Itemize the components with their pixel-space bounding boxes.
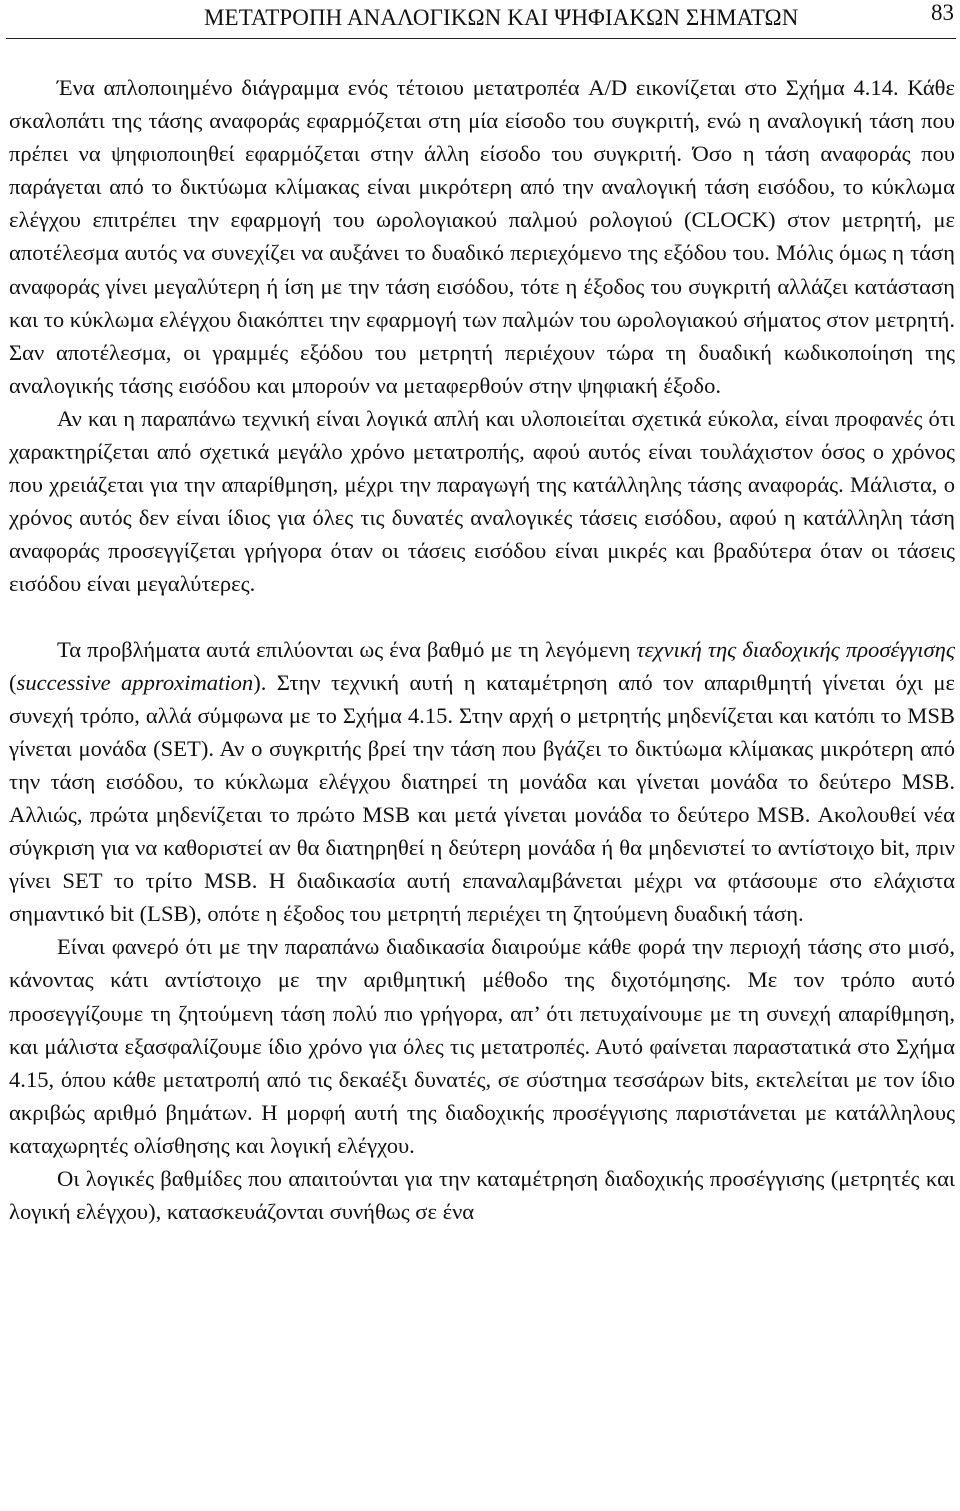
page-header [6,0,956,39]
paragraph-5: Οι λογικές βαθμίδες που απαιτούνται για την καταμέτρηση διαδοχικής προσέγγισης (μετρητές και λογική ελέγχου), κατασκευάζονται συνήθως σε ένα [9,1166,955,1225]
paragraph-2: Αν και η παραπάνω τεχνική είναι λογικά απλή και υλοποιείται σχετικά εύκολα, είναι προφανές ότι χαρακτηρίζεται από σχετικά μεγάλο χρόνο μετατροπής, αφού αυτός είναι τουλάχιστον όσος ο χρόνος που χρειάζεται για την απαρίθμηση, μέχρι την παραγωγή της κατάλληλης τάσης αναφοράς. Μάλιστα, ο χρόνος αυτός δεν είναι ίδιος για όλες τις δυνατές αναλογικές τάσεις εισόδου, αφού η κατάλληλη τάση αναφοράς προσεγγίζεται γρήγορα όταν οι τάσεις εισόδου είναι μικρές και βραδύτερα όταν οι τάσεις εισόδου είναι μεγαλύτερες. [9,405,955,597]
paragraph-3-open-paren: ( [9,669,17,695]
paragraph-3-start: Τα προβλήματα αυτά επιλύονται ως ένα βαθμό με τη λεγόμενη [57,636,637,662]
running-title: ΜΕΤΑΤΡΟΠΗ ΑΝΑΛΟΓΙΚΩΝ ΚΑΙ ΨΗΦΙΑΚΩΝ ΣΗΜΑΤΩΝ [204,5,799,30]
paragraph-gap [9,601,955,633]
paragraph-1: Ένα απλοποιημένο διάγραμμα ενός τέτοιου μετατροπέα A/D εικονίζεται στο Σχήμα 4.14. Κάθε σκαλοπάτι της τάσης αναφοράς εφαρμόζεται στη μία είσοδο του συγκριτή, ενώ η αναλογική τάση που πρέπει να ψηφιοποιηθεί εφαρμόζεται στην άλλη είσοδο του συγκριτή. Όσο η τάση αναφοράς που παράγεται από το δικτύωμα κλίμακας είναι μικρότερη από την αναλογική τάση εισόδου, το κύκλωμα ελέγχου επιτρέπει την εφαρμογή του ωρολογιακού παλμού ρολογιού (CLOCK) στον μετρητή, με αποτέλεσμα αυτός να συνεχίζει να αυξάνει το δυαδικό περιεχόμενο της εξόδου του. Μόλις όμως η τάση αναφοράς γίνει μεγαλύτερη ή ίση με την τάση εισόδου, τότε η έξοδος του συγκριτή αλλάζει κατάσταση και το κύκλωμα ελέγχου διακόπτει την εφαρμογή των παλμών του ωρολογιακού σήματος στον μετρητή. Σαν αποτέλεσμα, οι γραμμές εξόδου του μετρητή περιέχουν τώρα τη δυαδική κωδικοποίηση της αναλογικής τάσης εισόδου και μπορούν να μεταφερθούν στην ψηφιακή έξοδο. [9,75,955,398]
paragraph-3-rest: ). Στην τεχνική αυτή η καταμέτρηση από τον απαριθμητή γίνεται όχι με συνεχή τρόπο, αλλά σύμφωνα με το Σχήμα 4.15. Στην αρχή ο μετρητής μηδενίζεται και κατόπι το MSB γίνεται μονάδα (SET). Αν ο συγκριτής βρεί την τάση που βγάζει το δικτύωμα κλίμακας μικρότερη από την τάση εισόδου, το κύκλωμα ελέγχου διατηρεί τη μονάδα και γίνεται μονάδα το δεύτερο MSB. Αλλιώς, πρώτα μηδενίζεται το πρώτο MSB και μετά γίνεται μονάδα το δεύτερο MSB. Ακολουθεί νέα σύγκριση για να καθοριστεί αν θα διατηρηθεί η δεύτερη μονάδα ή θα μηδενιστεί το αντίστοιχο bit, πριν γίνει SET το τρίτο MSB. Η διαδικασία αυτή επαναλαμβάνεται μέχρι να φτάσουμε στο ελάχιστα σημαντικό bit (LSB), οπότε η έξοδος του μετρητή περιέχει τη ζητούμενη δυαδική τάση. [9,669,955,927]
paragraph-3 [9,633,955,931]
page-number: 83 [931,0,954,25]
term-successive-approximation-gr: τεχνική της διαδοχικής προσέγγισης [636,636,955,662]
paragraph-4: Είναι φανερό ότι με την παραπάνω διαδικασία διαιρούμε κάθε φορά την περιοχή τάσης στο μισό, κάνοντας κάτι αντίστοιχο με την αριθμητική μέθοδο της διχοτόμησης. Με τον τρόπο αυτό προσεγγίζουμε τη ζητούμενη τάση πολύ πιο γρήγορα, απ’ ότι πετυχαίνουμε με τη συνεχή απαρίθμηση, και μάλιστα εξασφαλίζουμε ίδιο χρόνο για όλες τις μετατροπές. Αυτό φαίνεται παραστατικά στο Σχήμα 4.15, όπου κάθε μετατροπή από τις δεκαέξι δυνατές, σε σύστημα τεσσάρων bits, εκτελείται με τον ίδιο ακριβώς αριθμό βημάτων. Η μορφή αυτή της διαδοχικής προσέγγισης παριστάνεται με κατάλληλους καταχωρητές ολίσθησης και λογική ελέγχου. [9,934,955,1158]
term-successive-approximation-en: successive approximation [16,669,254,695]
body-text [9,71,955,1228]
